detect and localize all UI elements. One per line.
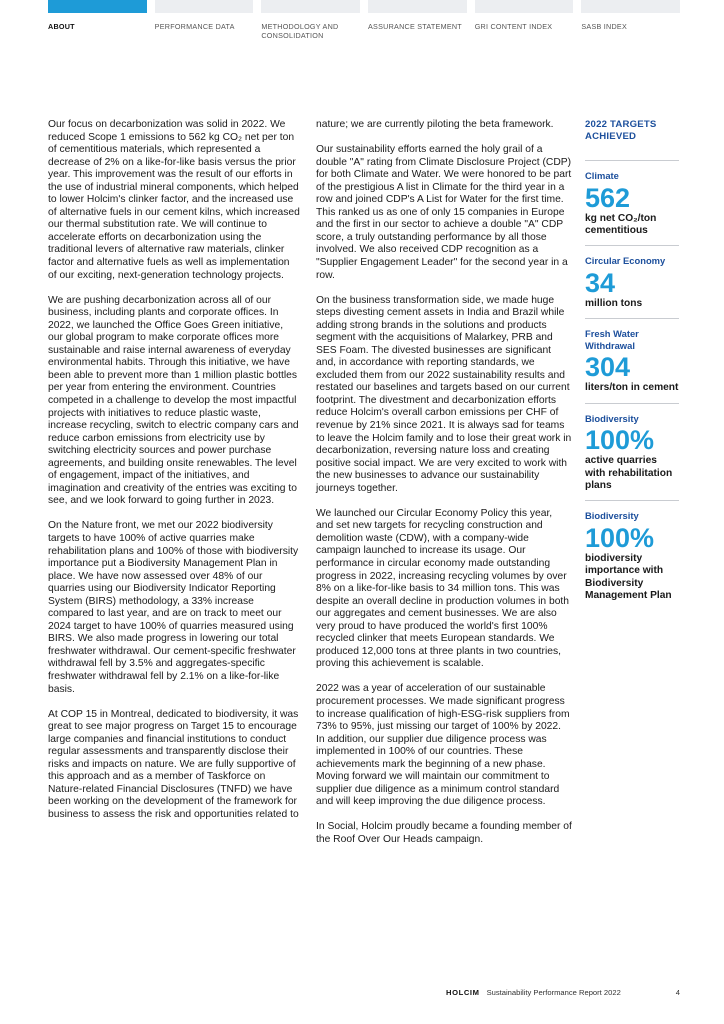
tab-performance-data[interactable] (155, 0, 254, 44)
page-footer (446, 988, 680, 997)
target-climate (585, 160, 679, 237)
target-category: Biodiversity (585, 510, 639, 522)
tab-gri-content-index[interactable] (475, 0, 574, 44)
tab-performance-data-label: PERFORMANCE DATA (154, 22, 235, 31)
body-column-2 (316, 119, 572, 859)
tab-assurance-statement[interactable] (368, 0, 467, 44)
target-category: Circular Economy (585, 255, 666, 267)
target-unit: active quarries with rehabilitation plans (585, 455, 673, 491)
target-unit: liters/ton in cement (585, 382, 679, 394)
targets-sidebar (585, 119, 679, 610)
paragraph-business-transformation: On the business transformation side, we made huge steps divesting cement assets in India and Brazil while adding strong brands in the solutions and products segment with the acquisitions of Malarkey, PRB and SES Foam. The divested businesses are significant and, in accordance with reporting standards, we excluded them from our 2022 sustainability results and restated our baselines and targets based on our current footprint. The divestment and decarbonization efforts reduce Holcim's overall carbon emissions per CHF of revenue by 21% since 2021. It is always sad for teams to leave the Holcim family and to lose their great work in decarbonization, reversing nature loss and creating positive social impact. We are very excited to work with the new businesses to advance our sustainability journeys together. (316, 294, 572, 494)
target-category: Climate (585, 170, 619, 181)
tab-methodology-indicator (261, 0, 360, 13)
target-category: Fresh Water Withdrawal (585, 328, 639, 351)
target-circular-economy (585, 245, 679, 310)
target-unit: million tons (585, 297, 643, 309)
targets-heading: 2022 TARGETS ACHIEVED (585, 119, 657, 142)
footer-report-title: Sustainability Performance Report 2022 (486, 988, 621, 997)
target-biodiversity-rehabilitation (585, 403, 679, 493)
paragraph-circular-economy: We launched our Circular Economy Policy this year, and set new targets for recycling construction and demolition waste (CDW), with a company-wide campaign launched to increase its usage. Our performance in circular economy made outstanding progress in 2022, increasing recycling volumes by over 8% on a like-for-like basis to 34 million tons. This was despite an overall decline in production volumes in both our aggregates and cement businesses. We are also very proud to have produced the world's first 100% recycled clinker that meets European standards. We produced 12,000 tons at three plants in two countries, proving this achievement is scalable. (316, 507, 570, 670)
target-value: 100% (585, 522, 655, 553)
target-value: 562 (585, 182, 631, 213)
tab-performance-data-indicator (155, 0, 254, 13)
target-unit: kg net CO₂/ton cementitious (585, 212, 657, 236)
paragraph-nature: On the Nature front, we met our 2022 biodiversity targets to have 100% of active quarries make rehabilitation plans and 100% of those with biodiversity importance put a Biodiversity Management Plan in place. We have now assessed over 48% of our quarries using our Biodiversity Indicator Reporting System (BIRS) methodology, a 33% increase compared to last year, and are on track to meet our 2024 target to have 100% of quarries measured using BIRS. We also made progress in lowering our total freshwater withdrawal. Our cement-specific freshwater withdrawal fell by 3.5% and aggregates-specific freshwater withdrawal fell by 2.1% on a like-for-like basis. (48, 520, 299, 695)
tab-sasb-index-indicator (581, 0, 680, 13)
tab-gri-content-index-label: GRI CONTENT INDEX (474, 22, 553, 31)
top-navigation (48, 0, 680, 44)
paragraph-decarbonization: Our focus on decarbonization was solid in 2022. We reduced Scope 1 emissions to 562 kg CO₂ net per ton of cementitious materials, which represented a decrease of 2% on a like-for-like basis versus the prior year. This improvement was the result of our efforts in the use of industrial mineral components, which helped to lower Holcim's clinker factor, and the increased use of alternative fuels in our cement kilns, which increased our thermal substitution rate. We will continue to accelerate efforts on decarbonization using the traditional levers of alternative raw materials, clinker factor and alternative fuels as well as implementation of our exciting, next-generation technology projects. (48, 119, 300, 281)
target-unit: biodiversity importance with Biodiversity Management Plan (585, 552, 672, 602)
target-biodiversity-management (585, 500, 679, 602)
paragraph-office-goes-green: We are pushing decarbonization across all of our business, including plants and corporate offices. In 2022, we launched the Office Goes Green initiative, our global program to make corporate offices more sustainable and raise internal awareness of everyday environmental habits. Through this initiative, we have been able to prevent more than 1 million plastic bottles per year from entering the environment. Countries competed in a challenge to develop the most impactful projects with initiatives to reduce plastic waste, increase recycling, switch to electric company cars and reduce carbon emissions from electricity use by switching electricity sources and power purchase agreements, and building onsite renewables. The level of engagement, impact of the initiatives, and imagination and creativity of the entries was exciting to see, and we look forward to going further in 2023. (48, 294, 299, 507)
tab-about[interactable] (48, 0, 147, 44)
tab-assurance-statement-indicator (368, 0, 467, 13)
paragraph-cop15: At COP 15 in Montreal, dedicated to biodiversity, it was great to see major progress on Target 15 to encourage large companies and financial institutions to conduct regular assessments and transparently disclose their risks and impacts on nature. We are fully supportive of this approach and as a member of Taskforce on Nature-related Financial Disclosures (TNFD) we have been working on the development of the framework for business to assess the risk and opportunities related to (48, 708, 299, 820)
target-category: Biodiversity (585, 412, 639, 424)
tab-assurance-statement-label: ASSURANCE STATEMENT (368, 22, 462, 31)
page-number: 4 (675, 988, 680, 997)
tab-sasb-index[interactable] (581, 0, 680, 44)
paragraph-procurement: 2022 was a year of acceleration of our sustainable procurement processes. We made significant progress to increase qualification of high-ESG-risk suppliers from 73% to 95%, just missing our target of 100% by 2022. In addition, our supplier due diligence process was implemented in 100% of our countries. These achievements mark the beginning of a new phase. Moving forward we will maintain our commitment to supplier due diligence as a minimum control standard and will keep improving the due diligence process. (316, 683, 570, 808)
target-fresh-water (585, 318, 679, 394)
target-value: 100% (585, 425, 655, 456)
tab-methodology-label: METHODOLOGY AND CONSOLIDATION (261, 22, 339, 40)
tab-sasb-index-label: SASB INDEX (581, 22, 627, 31)
tab-about-label: ABOUT (48, 22, 75, 31)
target-value: 34 (585, 267, 616, 298)
paragraph-cdp-rating: Our sustainability efforts earned the holy grail of a double "A" rating from Climate Disclosure Project (CDP) for both Climate and Water. We were honored to be part of the prestigious A list in Climate for the third year in a row and joined CDP's A List for Water for the first time. This ranked us as one of only 15 companies in Europe and the first in our sector to achieve a double "A" CDP score, a truly outstanding performance by all those involved. We also received CDP recognition as a "Supplier Engagement Leader" for the second year in a row. (316, 144, 572, 281)
paragraph-beta-framework: nature; we are currently piloting the beta framework. (316, 119, 554, 130)
tab-about-indicator (48, 0, 147, 13)
tab-gri-content-index-indicator (475, 0, 574, 13)
footer-brand: HOLCIM (446, 988, 480, 997)
tab-methodology[interactable] (261, 0, 360, 44)
paragraph-social: In Social, Holcim proudly became a founding member of the Roof Over Our Heads campaign. (316, 821, 572, 845)
body-column-1 (48, 119, 300, 834)
target-value: 304 (585, 352, 631, 383)
